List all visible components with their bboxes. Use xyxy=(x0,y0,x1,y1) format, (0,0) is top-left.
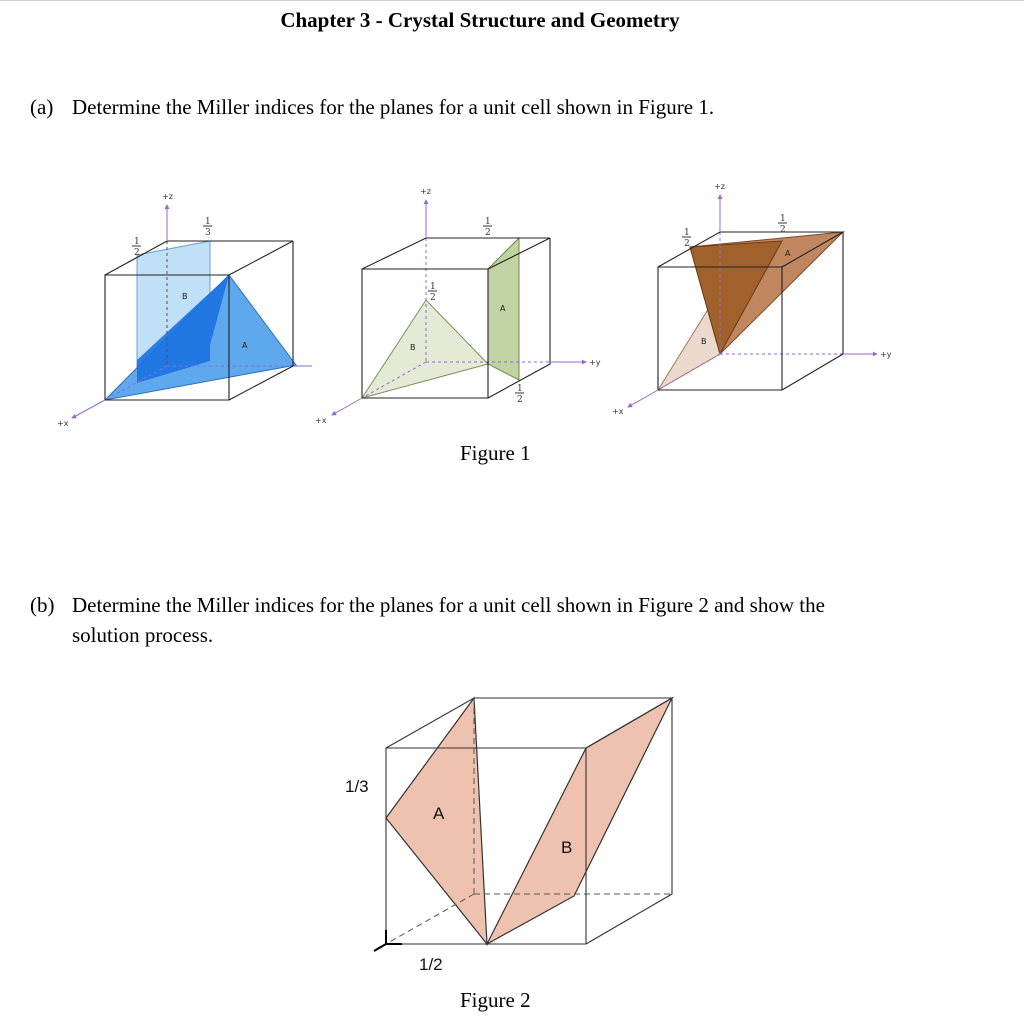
question-b-text-line1: Determine the Miller indices for the planes for a unit cell shown in Figure 2 and show the xyxy=(72,593,825,617)
figure-2-label-b: B xyxy=(561,838,573,857)
cube-2-frac2-num: 1 xyxy=(430,282,436,292)
question-a-label: (a) xyxy=(30,95,54,119)
cube-1-z-label: +z xyxy=(162,192,173,201)
cube-1-label-a: A xyxy=(242,341,248,350)
figure-2-label-half: 1/2 xyxy=(419,955,443,974)
figure-2-label-a: A xyxy=(433,804,445,823)
cube-1-frac-den: 2 xyxy=(134,248,140,258)
figure-2-plane-b xyxy=(487,698,672,944)
cube-2-frac3-den: 2 xyxy=(517,395,523,405)
figure-2-label-one-third: 1/3 xyxy=(345,777,369,796)
page-title: Chapter 3 - Crystal Structure and Geometry xyxy=(280,8,680,32)
question-a-text: Determine the Miller indices for the planes for a unit cell shown in Figure 1. xyxy=(72,95,715,119)
cube-1-label-b: B xyxy=(182,292,188,301)
cube-3-y-label: +y xyxy=(880,350,892,359)
figure-1-caption: Figure 1 xyxy=(460,441,531,465)
cube-2-frac2-den: 2 xyxy=(430,293,436,303)
cube-3-frac-num: 1 xyxy=(684,228,690,238)
cube-2-frac-den: 2 xyxy=(485,228,491,238)
cube-3-frac2-num: 1 xyxy=(780,214,786,224)
cube-3-frac2-den: 2 xyxy=(780,225,786,235)
figure-2-caption: Figure 2 xyxy=(460,988,531,1012)
cube-2-y-label: +y xyxy=(589,358,601,367)
cube-2-x-label: +x xyxy=(315,416,327,425)
cube-2-frac-num: 1 xyxy=(485,217,491,227)
cube-3-label-b: B xyxy=(701,337,707,346)
cube-3-label-a: A xyxy=(785,249,791,258)
cube-1-frac-num: 1 xyxy=(134,237,140,247)
cube-1-frac2-num: 1 xyxy=(205,217,211,227)
cube-1-x-label: +x xyxy=(57,419,69,428)
cube-2-z-label: +z xyxy=(420,187,431,196)
cube-3-x-label: +x xyxy=(612,407,624,416)
cube-1-frac2-den: 3 xyxy=(205,228,211,238)
cube-3-frac-den: 2 xyxy=(684,239,690,249)
cube-2-label-a: A xyxy=(500,304,506,313)
question-b-label: (b) xyxy=(30,593,55,617)
cube-3-z-label: +z xyxy=(714,182,725,191)
cube-2-label-b: B xyxy=(410,343,416,352)
cube-2-frac3-num: 1 xyxy=(517,384,523,394)
question-b-text-line2: solution process. xyxy=(72,623,214,647)
